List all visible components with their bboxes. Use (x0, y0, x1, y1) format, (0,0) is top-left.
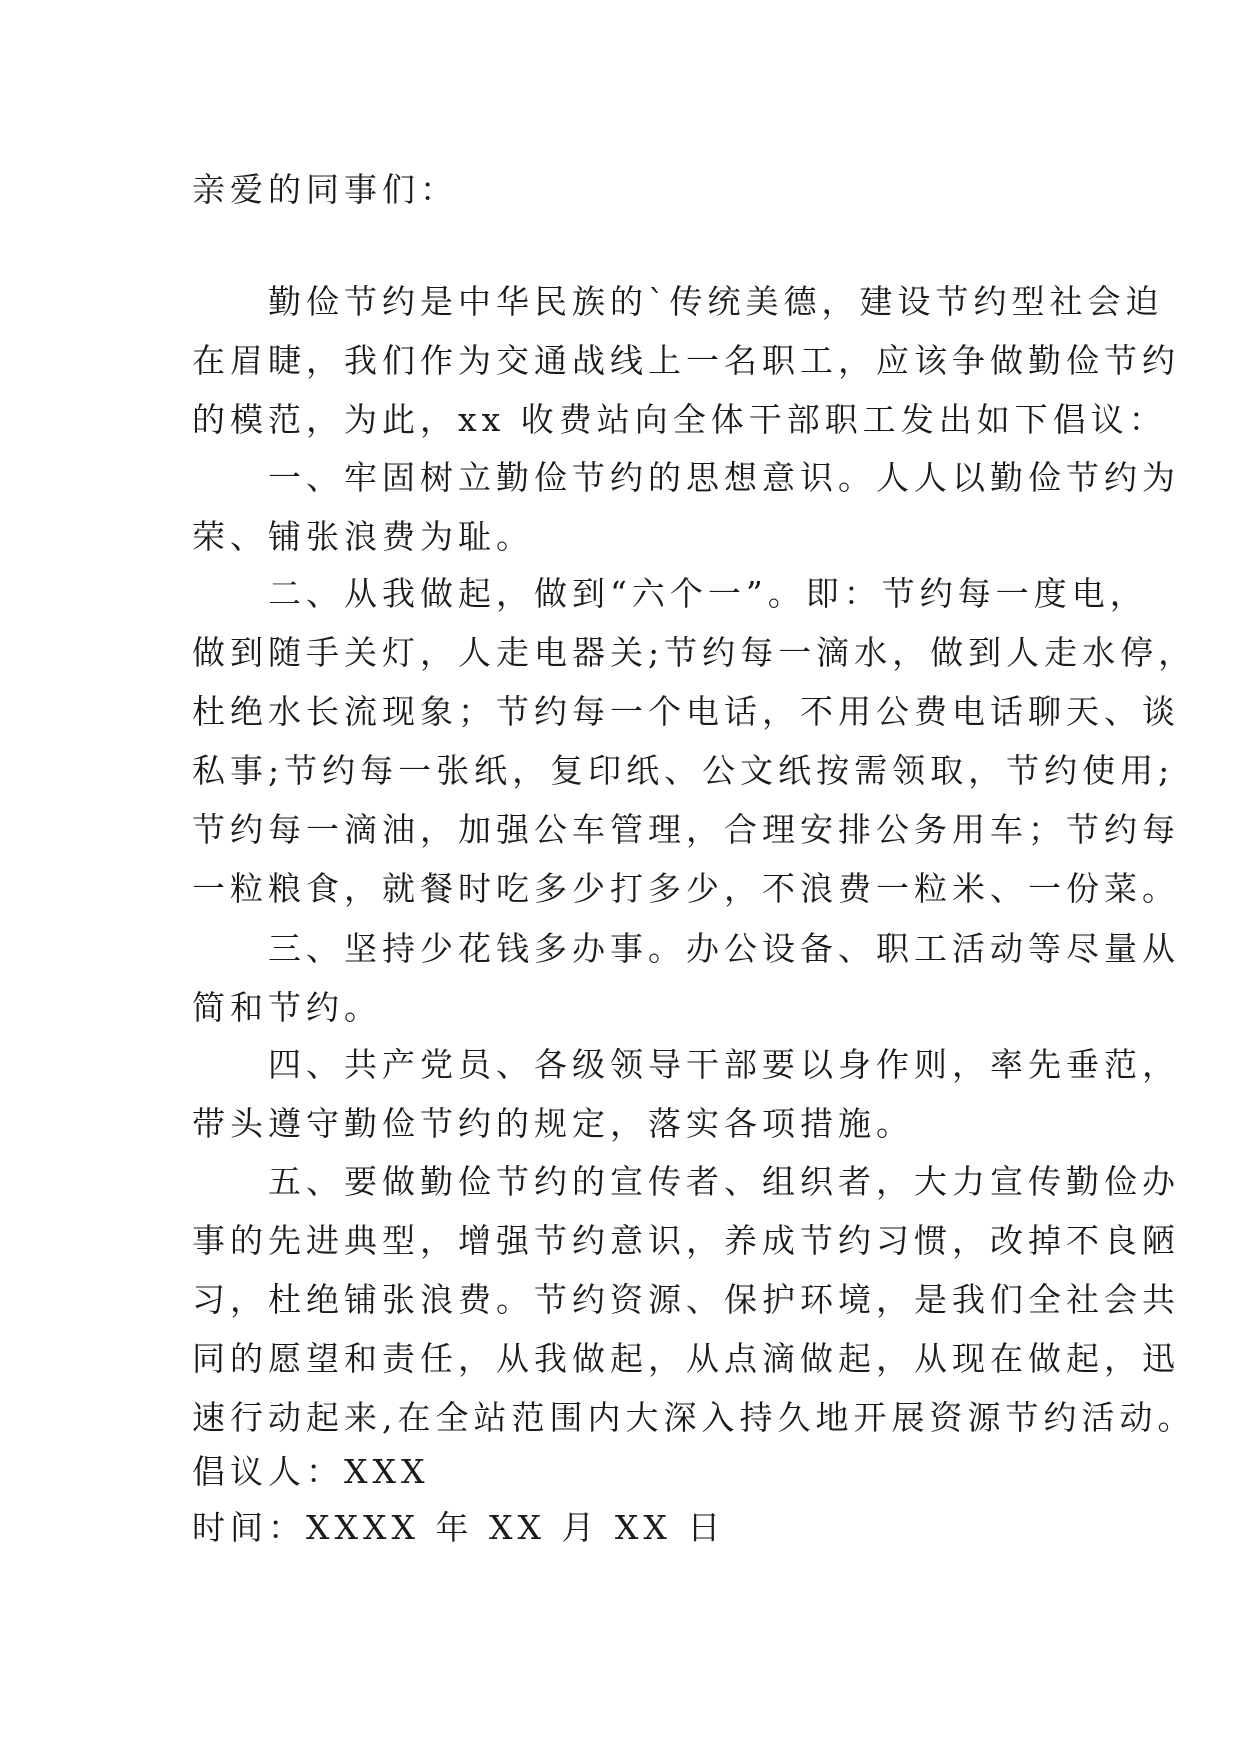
paragraph-line: 四、共产党员、各级领导干部要以身作则，率先垂范， (192, 1045, 1180, 1084)
paragraph-line: 简和节约。 (192, 988, 382, 1027)
paragraph-line: 一粒粮食，就餐时吃多少打多少，不浪费一粒米、一份菜。 (192, 869, 1180, 908)
paragraph-line: 二、从我做起，做到“六个一”。即：节约每一度电， (192, 574, 1148, 613)
paragraph-line: 速行动起来,在全站范围内大深入持久地开展资源节约活动。 (192, 1398, 1196, 1437)
paragraph-line: 习，杜绝铺张浪费。节约资源、保护环境，是我们全社会共 (192, 1280, 1180, 1319)
greeting (192, 160, 1072, 219)
paragraph-1 (192, 448, 1180, 566)
paragraph-line: 事的先进典型，增强节约意识，养成节约习惯，改掉不良陋 (192, 1221, 1180, 1260)
paragraph-line: 一、牢固树立勤俭节约的思想意识。人人以勤俭节约为 (192, 458, 1180, 497)
signatory (192, 1442, 1072, 1501)
paragraph-line: 做到随手关灯，人走电器关;节约每一滴水，做到人走水停， (192, 633, 1197, 672)
date-line: 时间：XXXX 年 XX 月 XX 日 (192, 1508, 726, 1547)
paragraph-line: 在眉睫，我们作为交通战线上一名职工，应该争做勤俭节约 (192, 341, 1180, 380)
paragraph-2 (192, 564, 1197, 918)
paragraph-line: 私事;节约每一张纸，复印纸、公文纸按需领取，节约使用; (192, 751, 1175, 790)
greeting-line: 亲爱的同事们： (192, 170, 458, 209)
paragraph-line: 荣、铺张浪费为耻。 (192, 517, 534, 556)
paragraph-line: 五、要做勤俭节约的宣传者、组织者，大力宣传勤俭办 (192, 1162, 1180, 1201)
paragraph-5 (192, 1152, 1196, 1447)
paragraph-line: 勤俭节约是中华民族的`传统美德，建设节约型社会迫 (192, 282, 1164, 321)
paragraph-3 (192, 919, 1180, 1037)
paragraph-line: 节约每一滴油，加强公车管理，合理安排公务用车；节约每 (192, 810, 1180, 849)
paragraph-line: 带头遵守勤俭节约的规定，落实各项措施。 (192, 1104, 914, 1143)
date (192, 1498, 1072, 1557)
paragraph-line: 同的愿望和责任，从我做起，从点滴做起，从现在做起，迅 (192, 1339, 1180, 1378)
paragraph-line: 三、坚持少花钱多办事。办公设备、职工活动等尽量从 (192, 929, 1180, 968)
signatory-line: 倡议人：XXX (192, 1452, 430, 1491)
paragraph-intro (192, 272, 1180, 449)
paragraph-4 (192, 1035, 1180, 1153)
paragraph-line: 的模范，为此，xx 收费站向全体干部职工发出如下倡议： (192, 400, 1167, 439)
paragraph-line: 杜绝水长流现象；节约每一个电话，不用公费电话聊天、谈 (192, 692, 1180, 731)
